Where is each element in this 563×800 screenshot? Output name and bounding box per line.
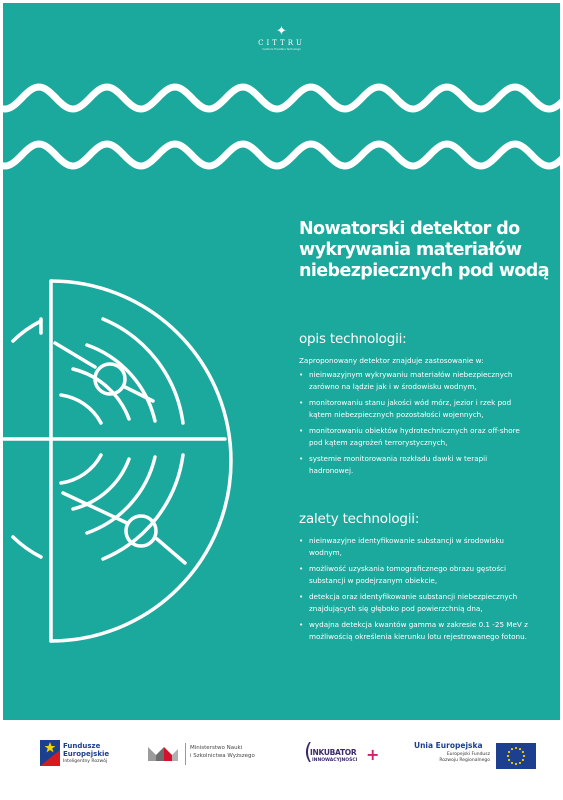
star-icon: ✦ <box>276 24 287 39</box>
incubator-logo <box>304 740 384 770</box>
radar-illustration <box>3 3 303 720</box>
ministry-line2: i Szkolnictwa Wyższego <box>190 752 255 759</box>
eu-star-icon <box>515 763 517 765</box>
eu-star-icon <box>523 755 525 757</box>
poster <box>3 3 560 720</box>
fe-line1: Fundusze <box>63 742 101 750</box>
eu-star-icon <box>522 751 524 753</box>
ministry-mark-icon <box>148 745 178 761</box>
list-item: • detekcja oraz identyfikowanie substancji niebezpiecznych znajdujących się głęboko pod powierzchnią dna, <box>299 591 529 614</box>
eu-star-icon <box>507 755 509 757</box>
logo-name: CITTRU <box>258 39 305 47</box>
eu-star-icon <box>511 748 513 750</box>
fe-line2: Europejskie <box>63 750 110 758</box>
eu-line3: Rozwoju Regionalnego <box>439 758 490 763</box>
logo-subtitle: Centrum Transferu Technologii <box>262 48 301 51</box>
eu-star-icon <box>515 747 517 749</box>
plus-icon: + <box>366 745 380 764</box>
list-item: • monitorowaniu stanu jakości wód mórz, jezior i rzek pod kątem niebezpiecznych pozostałości wojennych, <box>299 397 529 420</box>
unia-europejska-logo <box>414 741 524 771</box>
eu-star-icon <box>511 762 513 764</box>
advantages-heading: zalety technologii: <box>299 511 420 527</box>
fe-line3: Inteligentny Rozwój <box>63 759 108 764</box>
description-heading: opis technologii: <box>299 331 407 347</box>
description-intro: Zaproponowany detektor znajduje zastosowanie w: <box>299 356 484 365</box>
list-item: • wydajna detekcja kwantów gamma w zakresie 0.1 -25 MeV z możliwością określenia kierunku lotu rejestrowanego fotonu. <box>299 619 529 642</box>
eu-star-icon <box>508 751 510 753</box>
ministry-logo <box>148 743 278 767</box>
incubator-line1: INKUBATOR <box>310 748 357 757</box>
list-item: • nieinwazyjnym wykrywaniu materiałów niebezpiecznych zarówno na lądzie jak i w środowisku wodnym, <box>299 369 529 392</box>
bracket-icon: ( <box>304 740 313 765</box>
eu-star-icon <box>522 759 524 761</box>
description-list <box>299 369 529 481</box>
eu-star-icon <box>519 762 521 764</box>
fundusze-europejskie-logo <box>40 740 130 770</box>
list-item: • możliwość uzyskania tomograficznego obrazu gęstości substancji w podejrzanym obiekcie, <box>299 563 529 586</box>
list-item: • nieinwazyjne identyfikowanie substancji w środowisku wodnym, <box>299 535 529 558</box>
eu-line1: Unia Europejska <box>414 741 483 750</box>
fe-flag-icon <box>40 740 60 766</box>
poster-title: Nowatorski detektor do wykrywania materiałów niebezpiecznych pod wodą <box>299 219 549 281</box>
list-item: • monitorowaniu obiektów hydrotechnicznych oraz off-shore pod kątem zagrożeń terrorystycznych, <box>299 425 529 448</box>
eu-star-icon <box>508 759 510 761</box>
ministry-line1: Ministerstwo Nauki <box>190 745 243 751</box>
eu-line2: Europejski Fundusz <box>446 752 490 757</box>
eu-star-icon <box>519 748 521 750</box>
list-item: • systemie monitorowania rozkładu dawki w terapii hadronowej. <box>299 453 529 476</box>
advantages-list <box>299 535 529 647</box>
incubator-line2: INNOWACYJNOŚCI <box>312 758 358 763</box>
eu-flag-icon <box>496 743 536 769</box>
